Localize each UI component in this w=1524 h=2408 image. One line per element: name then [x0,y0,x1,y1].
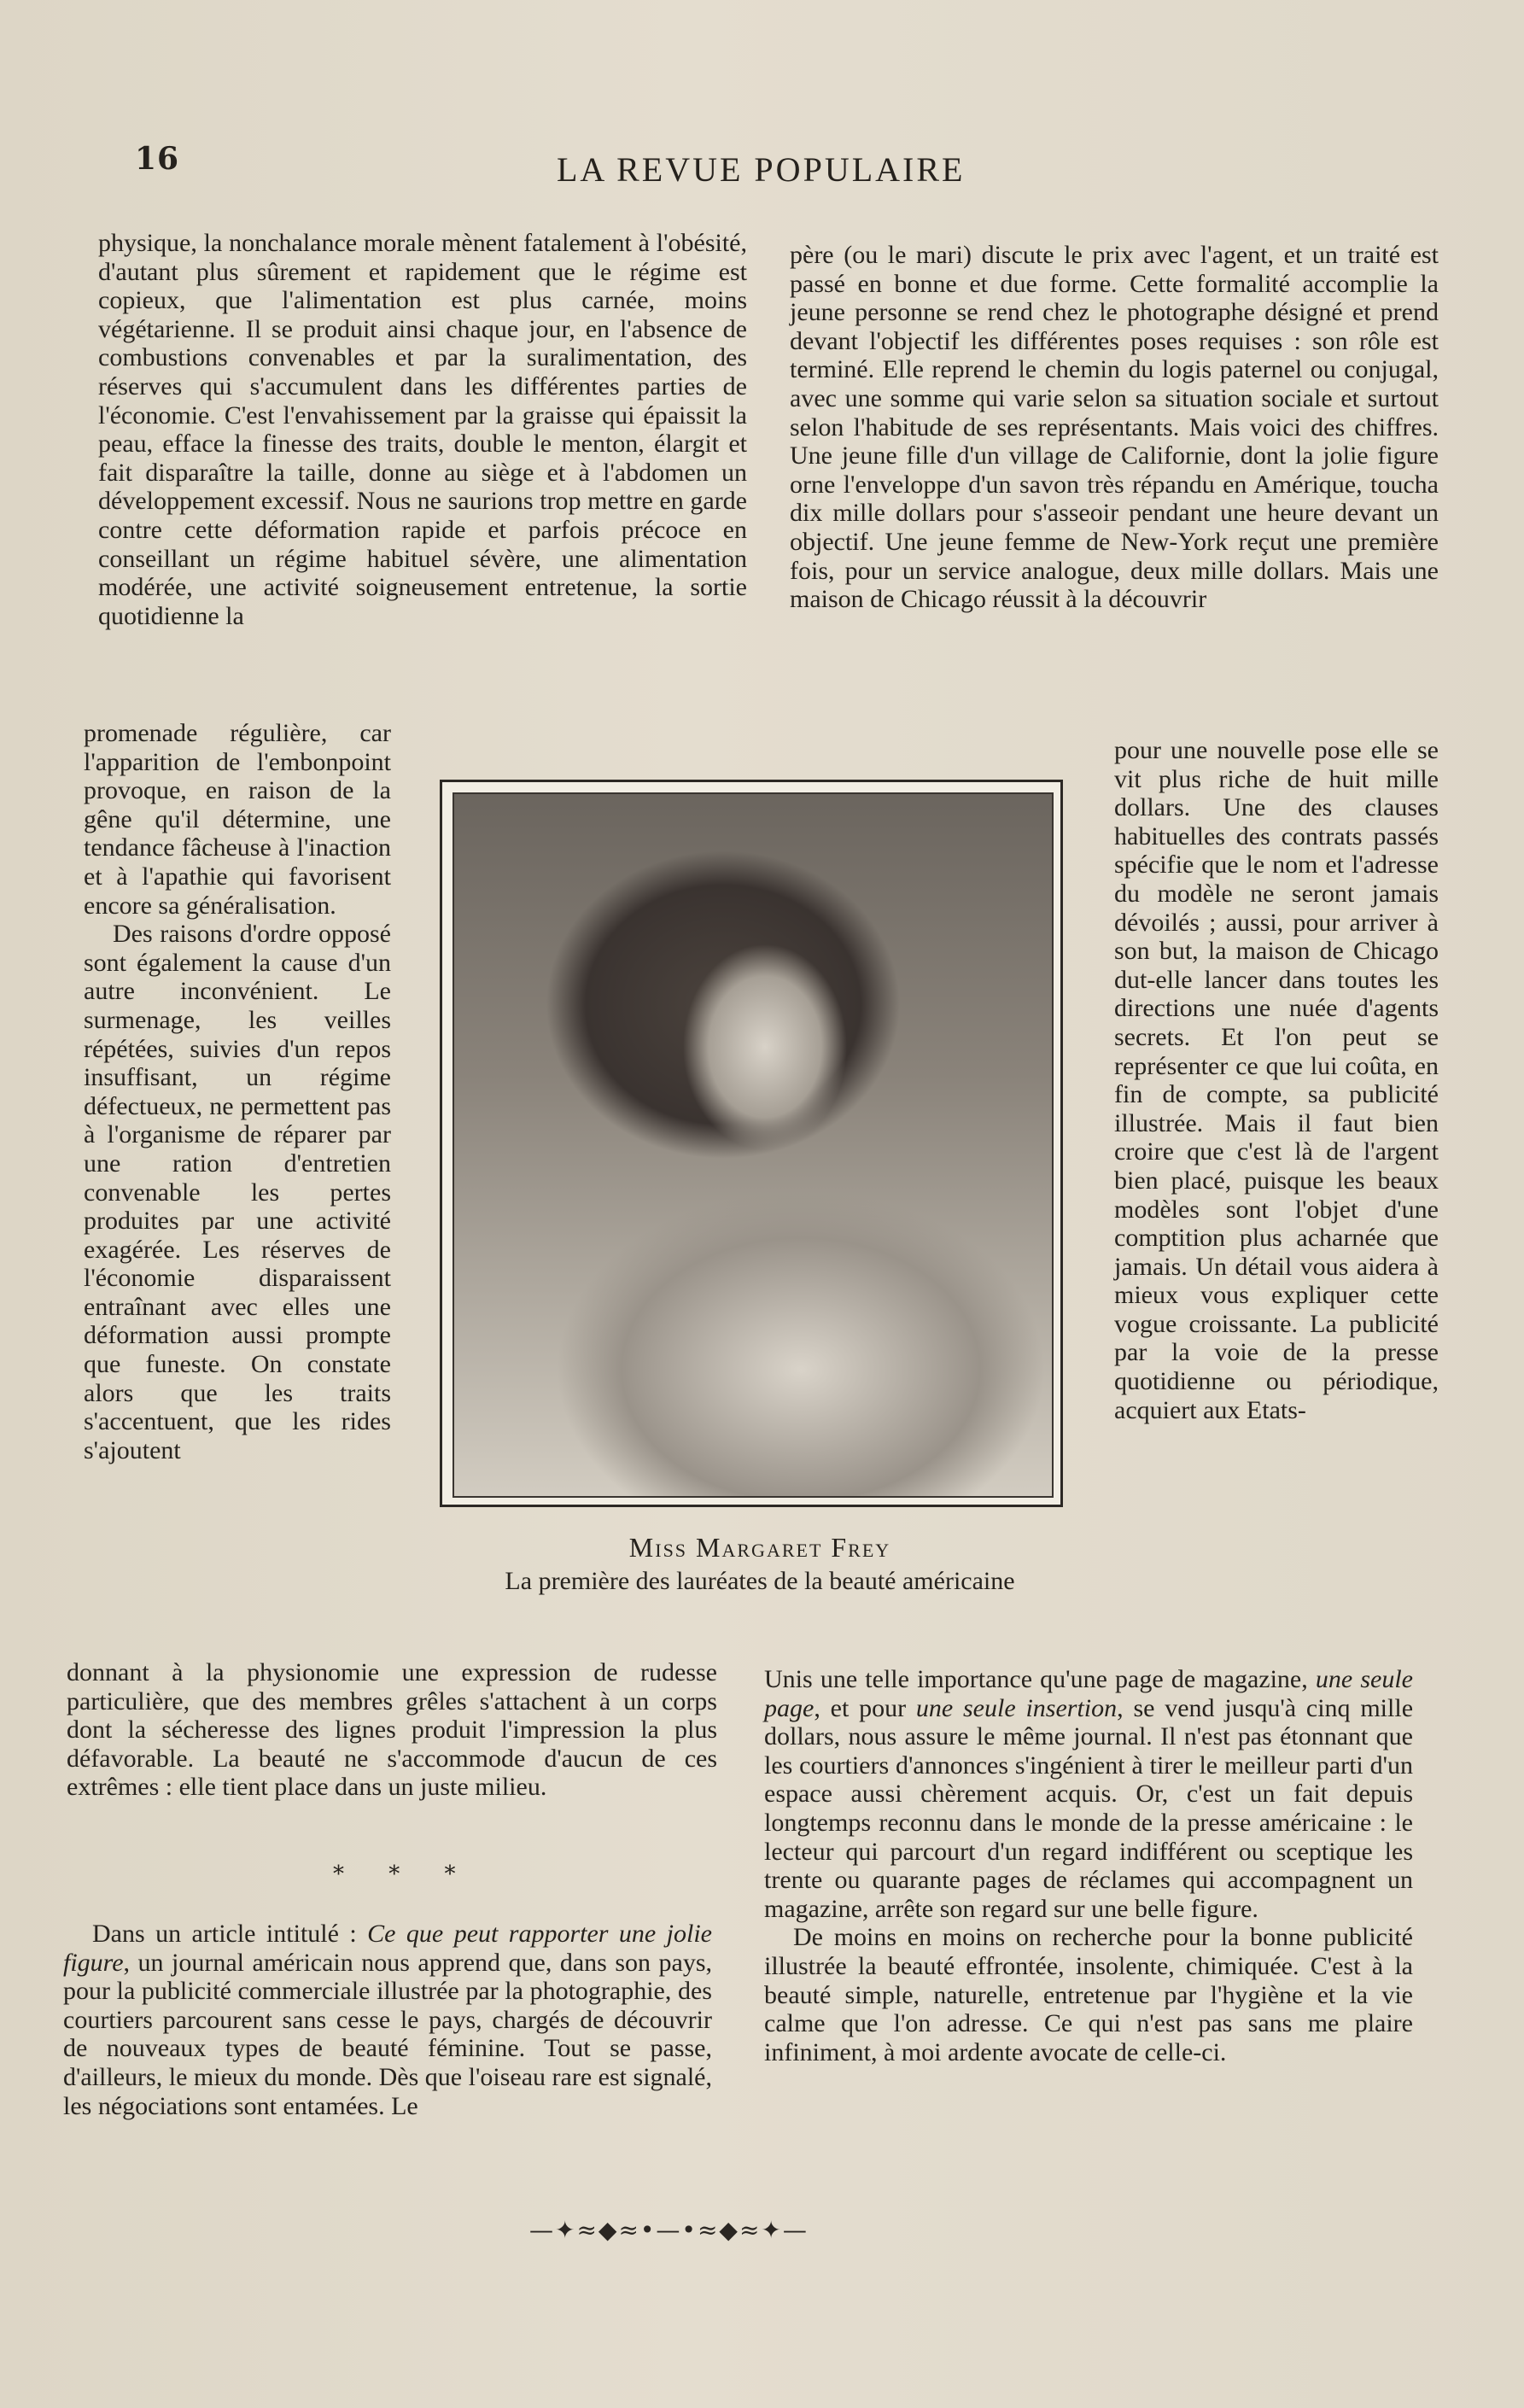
paragraph: donnant à la physionomie une expression de rudesse particulière, que des membres grêles s'attachent à un corps dont la sécheresse des lignes produit l'impression la plus défavorable. La beauté ne s'accommode d'aucun de ces extrêmes : elle tient place dans un juste milieu. [67,1658,717,1802]
paragraph: promenade régulière, car l'apparition de l'embonpoint provoque, en raison de la gêne qu'il détermine, une tendance fâcheuse à l'inaction et à l'apathie qui favorisent encore sa généralisation. [84,719,391,920]
section-separator: * * * [333,1862,475,1887]
portrait-photo [453,792,1054,1498]
paragraph [63,1920,712,2120]
paragraph: Des raisons d'ordre opposé sont également la cause d'un autre inconvénient. Le surmenage, les veilles répétées, suivies d'un repos insuffisant, un régime défectueux, ne permettent pas à l'organisme de réparer par une ration d'entretien convenable les pertes produites par une activité exagérée. Les réserves de l'économie disparaissent entraînant avec elles une déformation aussi prompte que funeste. On constate alors que les traits s'accentuent, que les rides s'ajoutent [84,920,391,1464]
text-run: Unis une telle importance qu'une page de magazine, [764,1665,1316,1693]
text-run: , se vend jusqu'à cinq mille dollars, nous assure le même journal. Il n'est pas étonnant que les courtiers d'annonces s'ingénient à tirer le meilleur parti d'un espace aussi chèrement acquis. Or, c'est un fait depuis longtemps reconnu dans le monde de la presse américaine : le lecteur qui parcourt d'un regard indifférent ou sceptique les trente ou quarante pages de réclames qui accompagnent un magazine, arrête son regard sur une belle figure. [764,1693,1414,1923]
text-run: , et pour [814,1693,916,1722]
text-run: Dans un article intitulé : [92,1920,368,1948]
paragraph: physique, la nonchalance morale mènent fatalement à l'obésité, d'autant plus sûrement et rapidement que le régime est copieux, que l'alimentation est plus carnée, moins végétarienne. Il se produit ainsi chaque jour, en l'absence de combustions convenables et par la suralimentation, des réserves qui s'accumulent dans les différentes parties de l'économie. C'est l'envahissement par la graisse qui épaissit la peau, efface la finesse des traits, double le menton, élargit et fait disparaître la taille, donne au siège et à l'abdomen un développement excessif. Nous ne saurions trop mettre en garde contre cette déformation rapide et parfois précoce en conseillant un régime habituel sévère, une alimentation modérée, une activité soigneusement entretenue, la sortie quotidienne la [98,229,747,630]
text-run: , un journal américain nous apprend que, dans son pays, pour la publicité commerciale illustrée par la photographie, des courtiers parcourent sans cesse le pays, chargés de découvrir de nouveaux types de beauté féminine. Tout se passe, d'ailleurs, le mieux du monde. Dès que l'oiseau rare est signalé, les négociations sont entamées. Le [63,1948,712,2120]
right-column-top [790,241,1439,614]
emphasis: une seule page [764,1665,1413,1722]
left-column-wide [67,1658,717,1802]
paragraph [764,1665,1413,1923]
article-title: Ce que peut rapporter une jolie figure [63,1920,712,1977]
running-title: LA REVUE POPULAIRE [557,150,966,189]
caption-text: La première des lauréates de la beauté américaine [505,1567,1015,1595]
page-number: 16 [135,141,180,177]
right-column-narrow [1114,736,1439,1424]
tailpiece-ornament: —✦≈◆≈•—•≈◆≈✦— [529,2216,809,2244]
right-column-wide [764,1665,1413,2066]
paragraph: pour une nouvelle pose elle se vit plus riche de huit mille dollars. Une des clauses habituelles des contrats passés spécifie que le nom et l'adresse du modèle ne seront jamais dévoilés ; aussi, pour arriver à son but, la maison de Chicago dut-elle lancer dans toutes les directions une nuée d'agents secrets. Et l'on peut se représenter ce que lui coûta, en fin de compte, sa publicité illustrée. Mais il faut bien croire que c'est là de l'argent bien placé, puisque les beaux modèles sont l'objet d'une comptition plus acharnée que jamais. Un détail vous aidera à mieux vous expliquer cette vogue croissante. La publicité par la voie de la presse quotidienne ou périodique, acquiert aux Etats- [1114,736,1439,1424]
paragraph: père (ou le mari) discute le prix avec l'agent, et un traité est passé en bonne et due forme. Cette formalité accomplie la jeune personne se rend chez le photographe désigné et prend devant l'objectif les différentes poses requises : son rôle est terminé. Elle reprend le chemin du logis paternel ou conjugal, avec une somme qui varie selon sa situation sociale et surtout selon l'habitude de ses représentants. Mais voici des chiffres. Une jeune fille d'un village de Californie, dont la jolie figure orne l'enveloppe d'un savon très répandu en Amérique, toucha dix mille dollars pour s'asseoir pendant une heure devant un objectif. Une jeune femme de New-York reçut une première fois, pour un service analogue, deux mille dollars. Mais une maison de Chicago réussit à la découvrir [790,241,1439,614]
left-column-bottom [63,1920,712,2120]
caption-name: Miss Margaret Frey [628,1532,891,1563]
portrait-photo-frame [440,780,1063,1507]
photo-caption [427,1530,1093,1599]
left-column-top [98,229,747,630]
left-column-narrow [84,719,391,1464]
emphasis: une seule insertion [915,1693,1118,1722]
paragraph: De moins en moins on recherche pour la bonne publicité illustrée la beauté effrontée, insolente, chimiquée. C'est à la beauté simple, naturelle, entretenue par l'hygiène et la vie calme que l'on adresse. Ce qui n'est pas sans me plaire infiniment, à moi ardente avocate de celle-ci. [764,1923,1413,2066]
